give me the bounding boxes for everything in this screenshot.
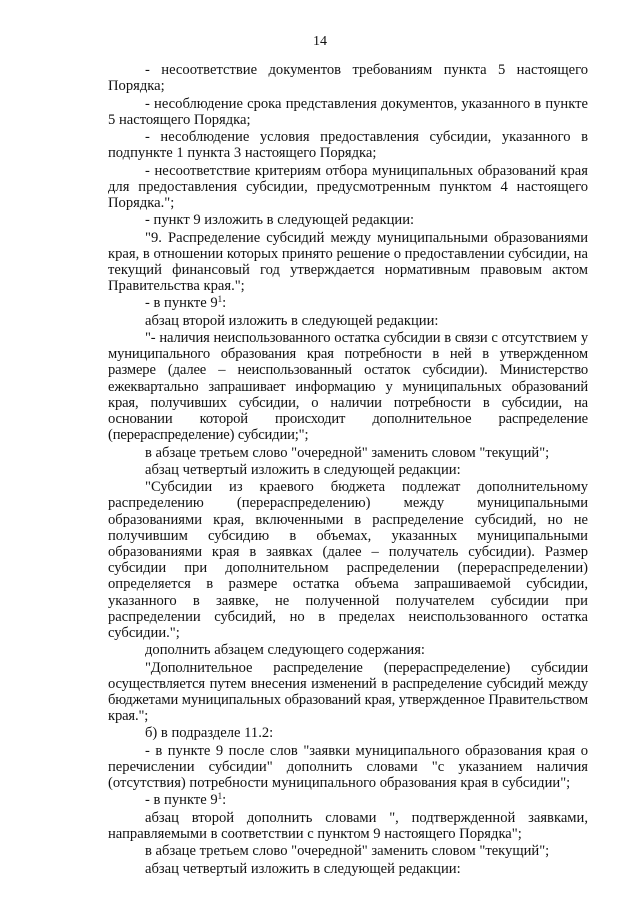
paragraph: - несоответствие документов требованиям пункта 5 настоящего Порядка; — [108, 62, 588, 95]
paragraph: - несоответствие критериям отбора муниципальных образований края для предоставления субсидии, предусмотренным пунктом 4 настоящего Порядка."; — [108, 162, 588, 211]
paragraph: абзац четвертый изложить в следующей редакции: — [145, 860, 461, 877]
paragraph: в абзаце третьем слово "очередной" заменить словом "текущий"; — [145, 843, 550, 860]
paragraph: "- наличия неиспользованного остатка субсидии в связи с отсутствием у муниципального образования края потребности в ней в утвержденном размере (далее – неиспользованный остаток субсидии). Министерство ежеквартально запрашивает информацию у муниципальных образований края, получивших субсидии, о наличии потребности в субсидии, на основании которой происходит дополнительное распределение (перераспределение) субсидии;"; — [108, 330, 588, 444]
paragraph: дополнить абзацем следующего содержания: — [145, 642, 425, 659]
page-number: 14 — [313, 34, 327, 49]
paragraph: абзац второй дополнить словами ", подтвержденной заявками, направляемыми в соответствии с пунктом 9 настоящего Порядка"; — [108, 809, 588, 842]
paragraph: "Субсидии из краевого бюджета подлежат дополнительному распределению (перераспределению) между муниципальными образованиями края, включенными в распределение субсидий, но не получившим субсидию в объемах, указанных муниципальными образованиями края в заявках (далее – получатель субсидии). Размер субсидии при дополнительном распределении (перераспределении) определяется в размере остатка объема запрашиваемой субсидии, указанного в заявке, не полученной получателем субсидии при распределении субсидий, но в пределах неиспользованного остатка субсидии."; — [108, 479, 588, 641]
paragraph: - несоблюдение условия предоставления субсидии, указанного в подпункте 1 пункта 3 настоящего Порядка; — [108, 129, 588, 162]
paragraph: "Дополнительное распределение (перераспределение) субсидии осуществляется путем внесения изменений в распределение субсидий между бюджетами муниципальных образований края, утвержденное Правительством края."; — [108, 659, 588, 725]
paragraph: абзац второй изложить в следующей редакции: — [145, 312, 439, 329]
paragraph: в абзаце третьем слово "очередной" заменить словом "текущий"; — [145, 444, 550, 461]
paragraph: "9. Распределение субсидий между муниципальными образованиями края, в отношении которых принято решение о предоставлении субсидии, на текущий финансовый год утверждается нормативным правовым актом Правительства края."; — [108, 229, 588, 295]
paragraph: б) в подразделе 11.2: — [145, 725, 274, 742]
paragraph-punct: : — [222, 295, 227, 312]
superscript: 1 — [217, 791, 223, 802]
document-body — [108, 62, 588, 878]
paragraph-text: - в пункте 9 — [145, 295, 218, 312]
paragraph-text: - в пункте 9 — [145, 792, 218, 809]
paragraph: - пункт 9 изложить в следующей редакции: — [145, 212, 415, 229]
superscript: 1 — [217, 294, 223, 305]
paragraph: абзац четвертый изложить в следующей редакции: — [145, 461, 461, 478]
paragraph-with-superscript — [108, 792, 588, 808]
paragraph-with-superscript — [108, 295, 588, 311]
paragraph: - в пункте 9 после слов "заявки муниципального образования края о перечислении субсидии" дополнить словами "с указанием наличия (отсутствия) потребности муниципального образования края в субсидии"; — [108, 742, 588, 792]
paragraph: - несоблюдение срока представления документов, указанного в пункте 5 настоящего Порядка; — [108, 95, 588, 128]
paragraph-punct: : — [222, 792, 227, 809]
